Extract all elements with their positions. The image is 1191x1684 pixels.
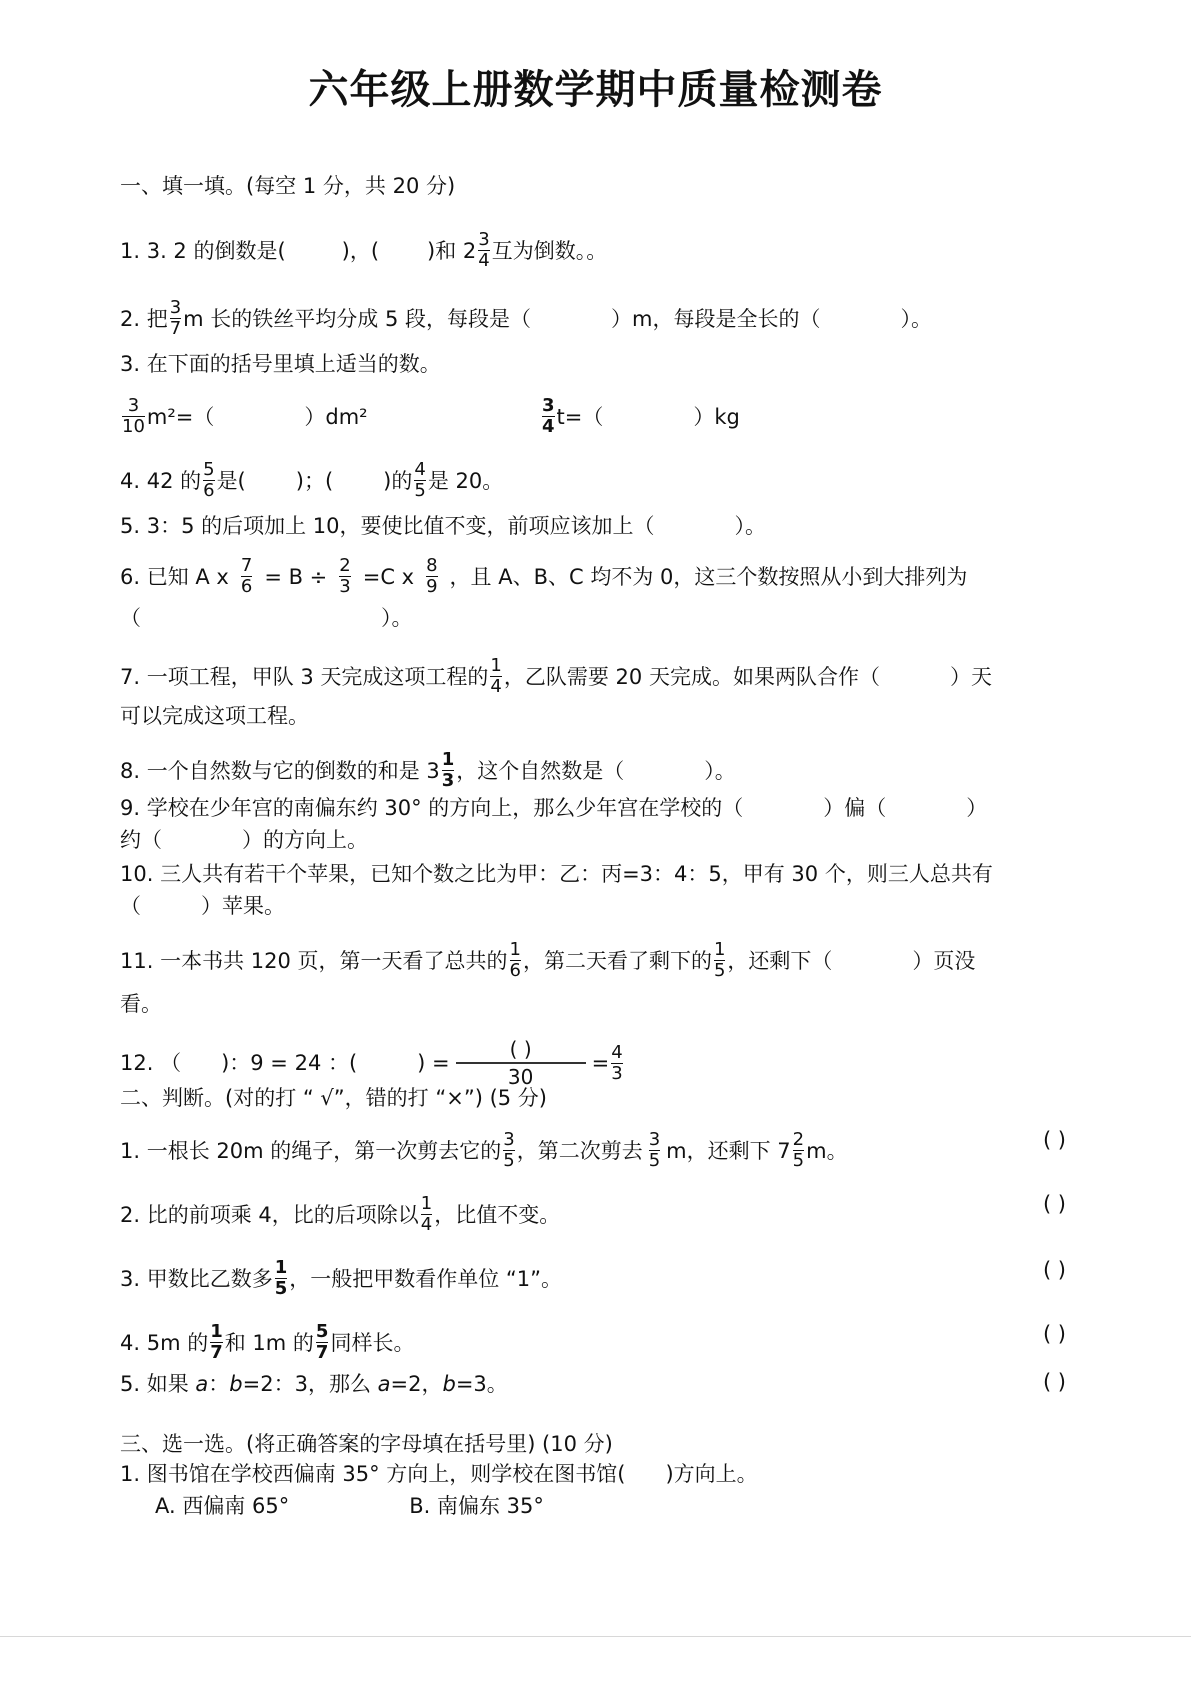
judge-5: 5. 如果 a ： b =2：3，那么 a =2， b =3。 [120, 1372, 508, 1396]
question-1-7: 7. 一项工程，甲队 3 天完成这项工程的 $\frac{1}{4}$ ，乙队需要 20 天完成。如果两队合作（ ）天 [120, 655, 992, 697]
section1-heading: 一、填一填。(每空 1 分，共 20 分) [120, 174, 456, 198]
question-1-3-right: $\frac{3}{4}$ t=（ ）kg [542, 395, 740, 437]
question-1-3-left: $\frac{3}{10}$ m²=（ ）dm² [122, 395, 368, 437]
judge-3: 3. 甲数比乙数多 $\frac{1}{5}$ ，一般把甲数看作单位 “1”。 [120, 1257, 563, 1299]
question-1-12: 12. （ )：9 = 24 ：( ) = ( ) 30 = $\frac{4}{3}$ [120, 1037, 623, 1089]
question-1-10-line2: （ ）苹果。 [120, 894, 285, 918]
choice-1-options [155, 1492, 664, 1520]
question-1-5: 5. 3：5 的后项加上 10，要使比值不变，前项应该加上（ ）。 [120, 514, 767, 538]
judge-4: 4. 5m 的 $\frac{1}{7}$ 和 1m 的 $\frac{5}{7}$ 同样长。 [120, 1321, 415, 1363]
fraction: $\frac{3}{4}$ [478, 229, 490, 271]
answer-paren-4[interactable]: ( ) [1042, 1322, 1066, 1346]
answer-paren-5[interactable]: ( ) [1042, 1370, 1066, 1394]
question-1-9-line2: 约（ ）的方向上。 [120, 828, 368, 852]
question-1-8: 8. 一个自然数与它的倒数的和是 3 $\frac{1}{3}$ ，这个自然数是（ ）。 [120, 749, 736, 791]
answer-paren-3[interactable]: ( ) [1042, 1258, 1066, 1282]
answer-paren-2[interactable]: ( ) [1042, 1192, 1066, 1216]
answer-paren-1[interactable]: ( ) [1042, 1128, 1066, 1152]
section3-heading: 三、选一选。(将正确答案的字母填在括号里) (10 分) [120, 1432, 613, 1456]
question-1-9: 9. 学校在少年宫的南偏东约 30° 的方向上，那么少年宫在学校的（ ）偏（ ） [120, 796, 988, 820]
question-1-10: 10. 三人共有若干个苹果，已知个数之比为甲：乙：丙=3：4：5，甲有 30 个，则三人总共有 [120, 862, 993, 886]
question-1-11: 11. 一本书共 120 页，第一天看了总共的 $\frac{1}{6}$ ，第二天看了剩下的 $\frac{1}{5}$ ，还剩下（ ）页没 [120, 939, 976, 981]
question-1-11-line2: 看。 [120, 992, 162, 1016]
page-title: 六年级上册数学期中质量检测卷 [308, 67, 883, 113]
question-1-1: 1. 3. 2 的倒数是( )，( )和 2 $\frac{3}{4}$ 互为倒数。。 [120, 229, 608, 271]
choice-1: 1. 图书馆在学校西偏南 35° 方向上，则学校在图书馆( )方向上。 [120, 1462, 758, 1486]
question-1-2: 2. 把 $\frac{3}{7}$ m 长的铁丝平均分成 5 段，每段是（ ）m，每段是全长的（ ）。 [120, 297, 932, 339]
question-1-6-line2: （ ）。 [120, 606, 413, 630]
question-1-3: 3. 在下面的括号里填上适当的数。 [120, 352, 441, 376]
question-1-4: 4. 42 的 $\frac{5}{6}$ 是( )；( )的 $\frac{4}{5}$ 是 20。 [120, 459, 504, 501]
option-a[interactable]: A. 西偏南 65° [155, 1494, 290, 1518]
section2-heading: 二、判断。(对的打 “ √”，错的打 “×”) (5 分) [120, 1086, 548, 1110]
option-b[interactable]: B. 南偏东 35° [409, 1494, 544, 1518]
question-1-7-line2: 可以完成这项工程。 [120, 704, 309, 728]
judge-2: 2. 比的前项乘 4，比的后项除以 $\frac{1}{4}$ ，比值不变。 [120, 1193, 561, 1235]
judge-1: 1. 一根长 20m 的绳子，第一次剪去它的 $\frac{3}{5}$ ，第二次剪去 $\frac{3}{5}$ m，还剩下 7 $\frac{2}{5}$ m。 [120, 1129, 848, 1171]
question-1-6: 6. 已知 A x $\frac{7}{6}$ = B ÷ $\frac{2}{3}$ =C x $\frac{8}{9}$ ，且 A、B、C 均不为 0，这三个数按照从小到大排列为 [120, 555, 968, 597]
